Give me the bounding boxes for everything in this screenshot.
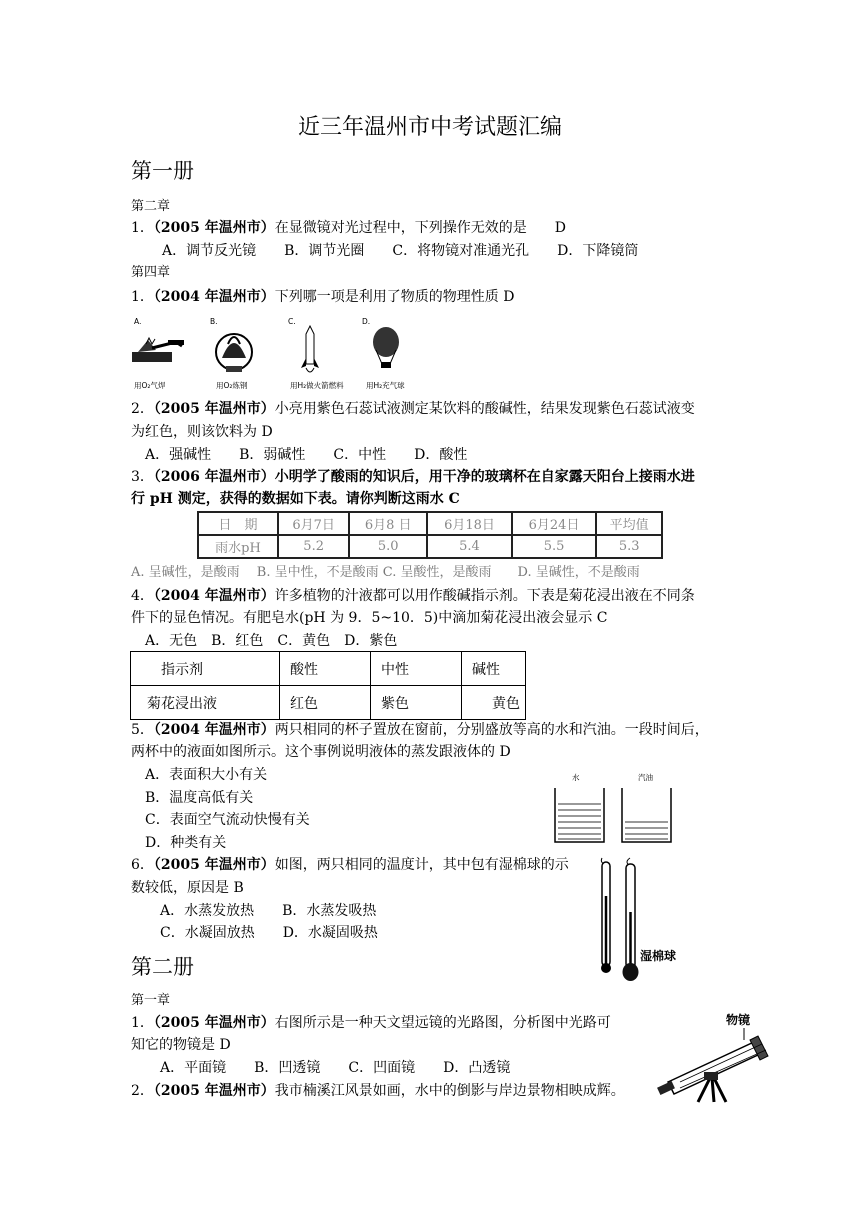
question-stem: 小明学了酸雨的知识后，用干净的玻璃杯在自家露天阳台上接雨水进 (274, 469, 695, 485)
question-stem: 如图，两只相同的温度计，其中包有湿棉球的示 (274, 857, 569, 873)
table-cell: 红色 (280, 686, 371, 720)
table-cell: 6月24日 (512, 512, 597, 535)
table-cell: 菊花浸出液 (131, 686, 280, 720)
table-row (131, 686, 526, 720)
question-line (131, 720, 709, 740)
question-stem: 小亮用紫色石蕊试液测定某饮料的酸碱性，结果发现紫色石蕊试液变 (274, 401, 695, 417)
figure-caption-d: 用H₂充气球 (366, 381, 405, 390)
question-stem: 在显微镜对光过程中，下列操作无效的是 D (274, 220, 566, 236)
question-source: （2004 年温州市） (153, 588, 275, 604)
question-number: 2． (131, 1083, 154, 1099)
telescope-figure (650, 1008, 775, 1103)
dry-thermometer (601, 858, 611, 973)
table-cell: 6月8 日 (349, 512, 427, 535)
question-line (131, 467, 695, 487)
table-cell: 平均值 (596, 512, 662, 535)
objective-lens-label: 物镜 (726, 1013, 751, 1027)
steelmaking-icon (216, 334, 252, 372)
question-number: 1． (131, 220, 154, 236)
figure-caption-c: 用H₂做火箭燃料 (290, 381, 344, 390)
question-line (131, 1013, 611, 1033)
figure-letter-b: B. (210, 317, 218, 326)
question-options: C．水凝固放热 D．水凝固吸热 (160, 925, 378, 941)
telescope-icon (657, 1036, 768, 1102)
question-source: （2005 年温州市） (153, 401, 275, 417)
question-source: （2004 年温州市） (153, 289, 275, 305)
table-row (131, 652, 526, 686)
question-source: （2006 年温州市） (153, 469, 275, 485)
chapter-heading: 第二章 (131, 199, 171, 214)
question-stem-cont: 知它的物镜是 D (131, 1037, 231, 1053)
table-row (198, 535, 662, 558)
thermometers-figure (594, 856, 694, 986)
question-line (131, 1081, 625, 1101)
question-options: A．无色 B．红色 C．黄色 D．紫色 (145, 633, 398, 649)
question-line (131, 399, 695, 419)
cup-label-water: 水 (572, 773, 580, 782)
table-cell: 5.4 (427, 535, 512, 558)
figure-letter-c: C. (288, 317, 296, 326)
table-cell: 雨水pH (198, 535, 278, 558)
figure-caption-a: 用O₂气焊 (134, 381, 166, 390)
chapter-heading: 第一章 (131, 993, 171, 1008)
figure-letter-a: A. (134, 317, 142, 326)
question-line (131, 218, 566, 238)
wet-cotton-label: 湿棉球 (640, 949, 677, 963)
table-cell: 6月7日 (278, 512, 349, 535)
question-line (131, 855, 569, 875)
rocket-icon (301, 326, 319, 372)
question-stem-cont: 两杯中的液面如图所示。这个事例说明液体的蒸发跟液体的 D (131, 744, 511, 760)
book-heading-1: 第一册 (131, 159, 194, 183)
rain-ph-table (197, 511, 663, 559)
question-number: 1． (131, 289, 154, 305)
question-line (131, 287, 514, 307)
question-options: A．调节反光镜 B．调节光圈 C．将物镜对准通光孔 D．下降镜筒 (162, 243, 639, 259)
question-number: 5． (131, 722, 154, 738)
table-cell: 黄色 (462, 686, 526, 720)
table-cell: 5.0 (349, 535, 427, 558)
question-number: 6． (131, 857, 154, 873)
question-stem: 许多植物的汁液都可以用作酸碱指示剂。下表是菊花浸出液在不同条 (274, 588, 695, 604)
table-row (198, 512, 662, 535)
cup-label-gasoline: 汽油 (638, 773, 653, 782)
chapter-heading: 第四章 (131, 265, 171, 280)
table-cell: 酸性 (280, 652, 371, 686)
welding-icon (132, 338, 184, 362)
question-stem: 我市楠溪江风景如画，水中的倒影与岸边景物相映成辉。 (274, 1083, 625, 1099)
substance-usage-figure (128, 314, 428, 394)
table-cell: 5.2 (278, 535, 349, 558)
question-stem-cont: 件下的显色情况。有肥皂水(pH 为 9．5~10．5)中滴加菊花浸出液会显示 C (131, 610, 608, 626)
table-cell: 紫色 (371, 686, 462, 720)
table-cell: 日 期 (198, 512, 278, 535)
book-heading-2: 第二册 (131, 955, 194, 979)
table-cell: 中性 (371, 652, 462, 686)
question-options: A．平面镜 B．凹透镜 C．凹面镜 D．凸透镜 (160, 1060, 511, 1076)
option-d: D．种类有关 (145, 835, 227, 851)
question-source: （2004 年温州市） (153, 722, 275, 738)
indicator-table (130, 651, 526, 720)
question-stem-cont: 数较低，原因是 B (131, 880, 244, 896)
figure-letter-d: D. (362, 317, 371, 326)
question-number: 1． (131, 1015, 154, 1031)
table-cell: 指示剂 (131, 652, 280, 686)
question-line (131, 586, 695, 606)
table-cell: 5.5 (512, 535, 597, 558)
evaporation-cups-figure (550, 770, 680, 850)
table-cell: 6月18日 (427, 512, 512, 535)
document-title: 近三年温州市中考试题汇编 (297, 115, 562, 140)
question-number: 3． (131, 469, 154, 485)
question-options: A．水蒸发放热 B．水蒸发吸热 (160, 903, 377, 919)
question-options: A. 呈碱性，是酸雨 B. 呈中性，不是酸雨 C. 呈酸性，是酸雨 D. 呈碱性，不是酸雨 (131, 565, 640, 580)
question-options: A．强碱性 B．弱碱性 C．中性 D．酸性 (145, 447, 468, 463)
question-stem: 下列哪一项是利用了物质的物理性质 D (274, 289, 515, 305)
table-cell: 碱性 (462, 652, 526, 686)
question-stem: 右图所示是一种天文望远镜的光路图，分析图中光路可 (274, 1015, 611, 1031)
option-b: B．温度高低有关 (145, 790, 254, 806)
question-stem-cont: 为红色，则该饮料为 D (131, 424, 273, 440)
question-stem-cont: 行 pH 测定，获得的数据如下表。请你判断这雨水 C (131, 491, 460, 507)
balloon-icon (373, 327, 399, 368)
option-c: C．表面空气流动快慢有关 (145, 812, 310, 828)
question-source: （2005 年温州市） (153, 220, 275, 236)
question-stem: 两只相同的杯子置放在窗前，分别盛放等高的水和汽油。一段时间后， (274, 722, 709, 738)
question-source: （2005 年温州市） (153, 1083, 275, 1099)
table-cell: 5.3 (596, 535, 662, 558)
question-source: （2005 年温州市） (153, 1015, 275, 1031)
figure-caption-b: 用O₂炼钢 (216, 381, 248, 390)
question-source: （2005 年温州市） (153, 857, 275, 873)
option-a: A．表面积大小有关 (145, 767, 268, 783)
question-number: 2． (131, 401, 154, 417)
question-number: 4． (131, 588, 154, 604)
wet-thermometer (623, 858, 639, 981)
